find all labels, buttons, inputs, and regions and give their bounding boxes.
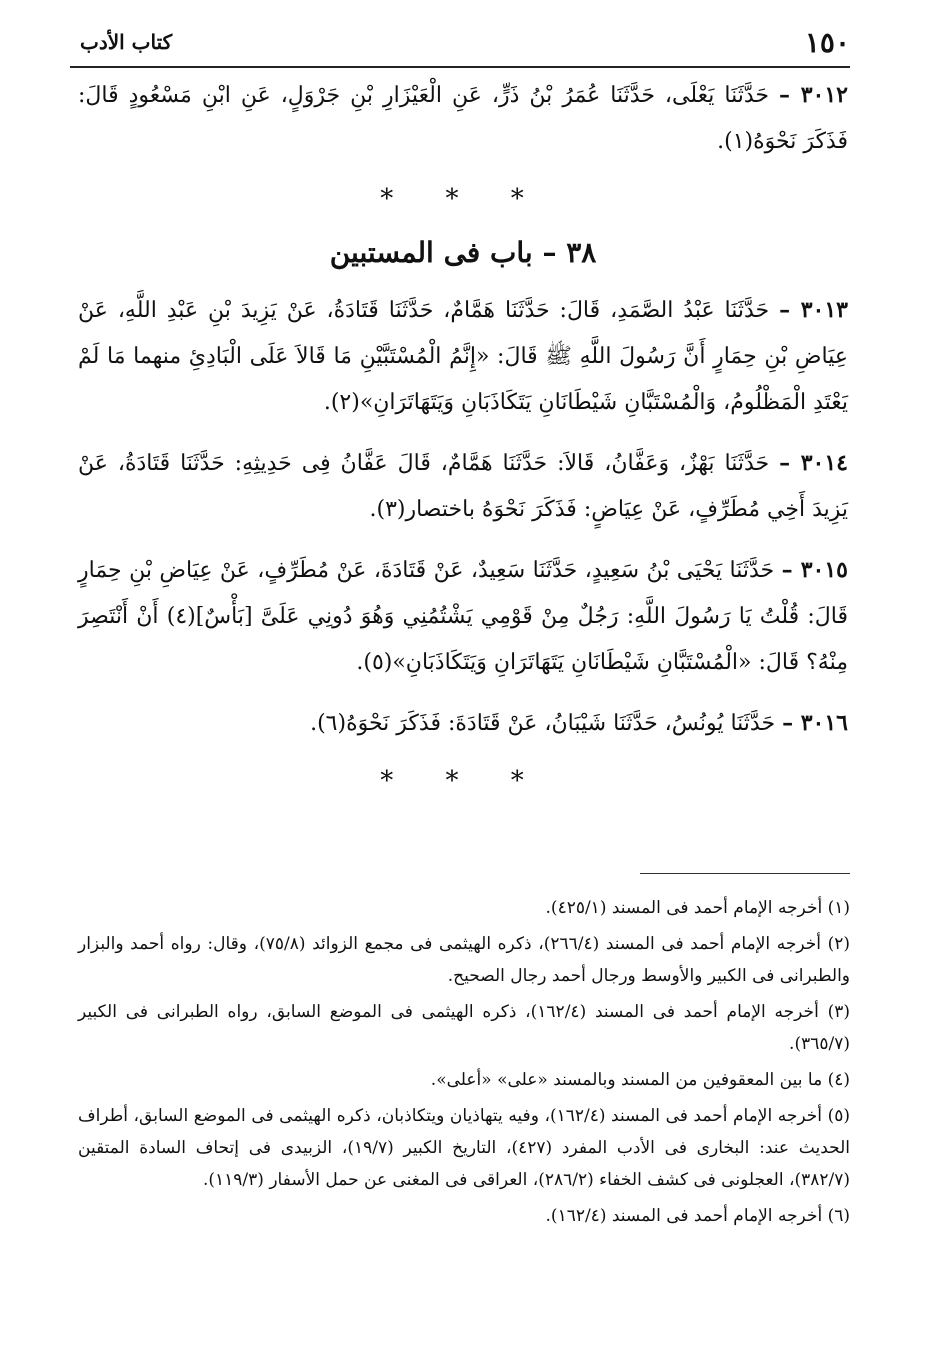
header-divider [70, 66, 850, 68]
chapter-title: ٣٨ – باب فى المستبين [329, 236, 597, 269]
hadith-number: ٣٠١٤ – [779, 450, 848, 476]
footnote-divider [640, 873, 850, 874]
hadith-number: ٣٠١٢ – [779, 82, 848, 108]
section-separator: * * * [380, 184, 546, 214]
hadith-3016 [78, 700, 848, 747]
footnote-4: (٤) ما بين المعقوفين من المسند وبالمسند «على» «أعلى». [430, 1070, 850, 1090]
page-number: ١٥٠ [804, 25, 850, 59]
footnote-2: (٢) أخرجه الإمام أحمد فى المسند (٢٦٦/٤)، ذكره الهيثمى فى مجمع الزوائد (٧٥/٨)، وقال: رواه أحمد والبزار والطبرانى فى الكبير والأوسط ورجال أحمد رجال الصحيح. [78, 934, 850, 986]
footnotes [78, 892, 850, 1236]
hadith-number: ٣٠١٦ – [782, 710, 848, 736]
footnote-6: (٦) أخرجه الإمام أحمد فى المسند (١٦٢/٤). [545, 1206, 850, 1226]
hadith-3014 [78, 440, 848, 533]
end-separator: * * * [380, 766, 546, 796]
footnote-1: (١) أخرجه الإمام أحمد فى المسند (٤٢٥/١). [545, 898, 850, 918]
page-header [80, 22, 850, 62]
book-title: كتاب الأدب [80, 30, 173, 54]
hadith-3013 [78, 287, 848, 426]
hadith-number: ٣٠١٥ – [781, 557, 848, 583]
footnote-3: (٣) أخرجه الإمام أحمد فى المسند (١٦٢/٤)، ذكره الهيثمى فى الموضع السابق، رواه الطبرانى فى الكبير (٣٦٥/٧). [78, 1002, 850, 1054]
hadith-3015 [78, 547, 848, 686]
main-text [78, 72, 848, 811]
hadith-3012 [78, 72, 848, 165]
hadith-text: حَدَّثَنَا يُونُسُ، حَدَّثَنَا شَيْبَانُ، عَنْ قَتَادَةَ: فَذَكَرَ نَحْوَهُ(٦). [310, 711, 776, 736]
hadith-number: ٣٠١٣ – [779, 297, 848, 323]
footnote-5: (٥) أخرجه الإمام أحمد فى المسند (١٦٢/٤)، وفيه يتهاذيان ويتكاذبان، ذكره الهيثمى فى الموضع السابق، أطراف الحديث عند: البخارى فى الأدب المفرد (٤٢٧)، التاريخ الكبير (١٩/٧)، الزبيدى فى إتحاف السادة المتقين (٣٨٢/٧)، العجلونى فى كشف الخفاء (٢٨٦/٢)، العراقى فى المغنى عن حمل الأسفار (١١٩/٣). [78, 1106, 851, 1190]
hadith-text: حَدَّثَنَا عَبْدُ الصَّمَدِ، قَالَ: حَدَّثَنَا هَمَّامٌ، حَدَّثَنَا قَتَادَةُ، عَنْ يَزِيدَ بْنِ عَبْدِ اللَّهِ، عَنْ عِيَاضِ بْنِ حِمَارٍ أَنَّ رَسُولَ اللَّهِ ﷺ قَالَ: «إِنَّمُ الْمُسْتَبَّيْنِ مَا قَالاَ عَلَى الْبَادِئِ منهما مَا لَمْ يَعْتَدِ الْمَظْلُومُ، وَالْمُسْتَبَّانِ شَيْطَانَانِ يَتَكَاذَبَانِ وَيَتَهَاتَرَانِ»(٢). [78, 298, 848, 415]
hadith-text: حَدَّثَنَا يَحْيَى بْنُ سَعِيدٍ، حَدَّثَنَا سَعِيدٌ، عَنْ قَتَادَةَ، عَنْ مُطَرِّفٍ، عَنْ عِيَاضِ بْنِ حِمَارٍ قَالَ: قُلْتُ يَا رَسُولَ اللَّهِ: رَجُلٌ مِنْ قَوْمِي يَشْتُمُنِي وَهُوَ دُونِي عَلَىَّ [بَأْسٌ](٤) أَنْ أَنْتَصِرَ مِنْهُ؟ قَالَ: «الْمُسْتَبَّانِ شَيْطَانَانِ يَتَهَاتَرَانِ وَيَتَكَاذَبَانِ»(٥). [78, 558, 848, 675]
hadith-text: حَدَّثَنَا بَهْزٌ، وَعَفَّانُ، قَالاَ: حَدَّثَنَا هَمَّامٌ، قَالَ عَفَّانُ فِى حَدِيثِهِ: حَدَّثَنَا قَتَادَةُ، عَنْ يَزِيدَ أَخِي مُطَرِّفٍ، عَنْ عِيَاضٍ: فَذَكَرَ نَحْوَهُ باختصار(٣). [78, 451, 848, 522]
hadith-text: حَدَّثَنَا يَعْلَى، حَدَّثَنَا عُمَرُ بْنُ ذَرٍّ، عَنِ الْعَيْزَارِ بْنِ جَرْوَلٍ، عَنِ ابْنِ مَسْعُودٍ قَالَ: فَذَكَرَ نَحْوَهُ(١). [78, 83, 848, 154]
